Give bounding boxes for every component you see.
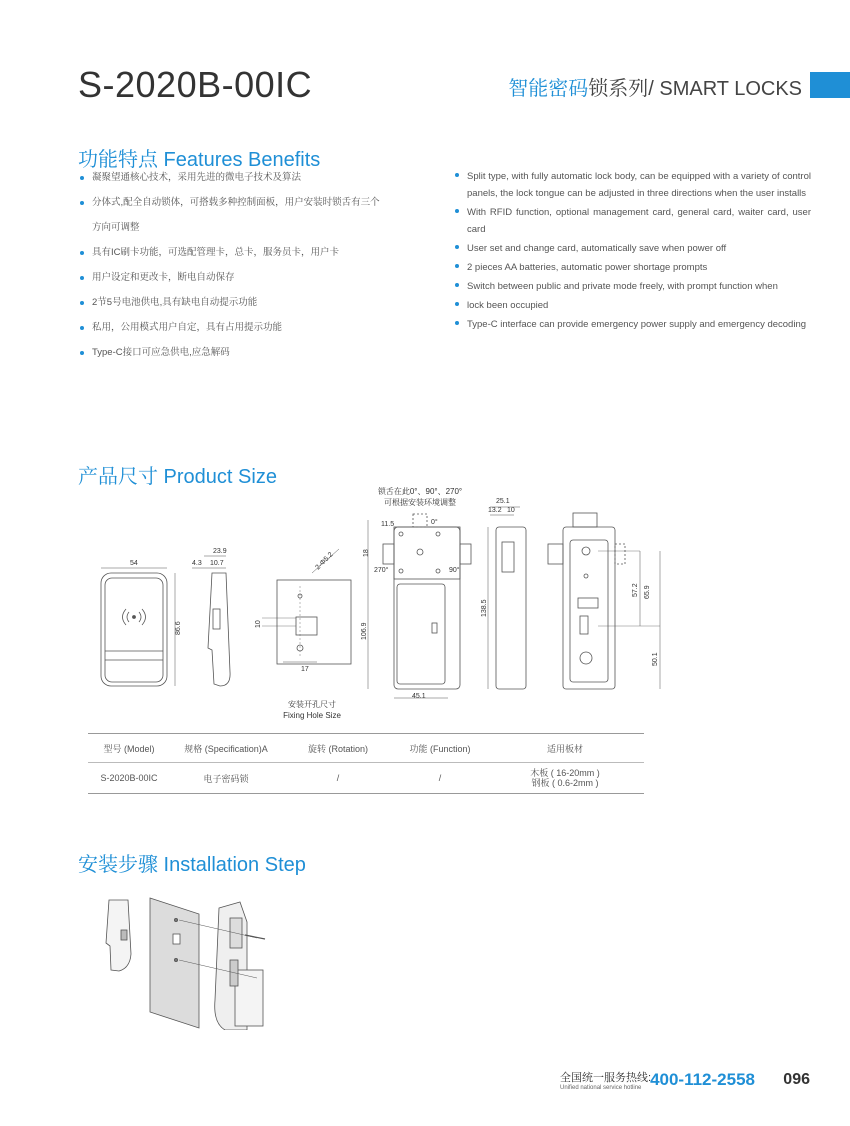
lock-side-drawing (490, 507, 526, 689)
dim-label: 106.9 (361, 622, 368, 640)
feature-cn-item: 凝聚望通核心技术，采用先进的微电子技术及算法 (78, 171, 418, 184)
feature-cn-item: 分体式,配全自动锁体，可搭载多种控制面板，用户安装时锁舌有三个 (78, 196, 418, 209)
spec-header-cell: 型号 (Model) (88, 734, 170, 763)
spec-cell-material (486, 763, 644, 794)
series-title (508, 72, 802, 101)
rotation-note-line: 可根据安装环境调整 (384, 498, 456, 507)
dim-label: 57.2 (632, 583, 639, 597)
dim-label: 86.6 (175, 621, 182, 635)
features-cn-list (78, 171, 418, 371)
dim-label: 10 (507, 507, 515, 514)
feature-cn-item: 2节5号电池供电,具有缺电自动提示功能 (78, 296, 418, 309)
material-line: 钢板 ( 0.6-2mm ) (531, 778, 599, 788)
feature-cn-item: Type-C接口可应急供电,应急解码 (78, 346, 418, 359)
dim-label: 4.3 (192, 560, 202, 567)
fixing-hole-en: Fixing Hole Size (283, 711, 341, 720)
front-panel-drawing (101, 568, 175, 686)
product-drawings (0, 480, 850, 725)
dim-label: 54 (130, 560, 138, 567)
dim-label: 10.7 (210, 560, 224, 567)
feature-cn-item: 私用，公用模式用户自定，具有占用提示功能 (78, 321, 418, 334)
dim-label: 17 (301, 666, 309, 673)
fixing-hole-caption (262, 699, 362, 721)
feature-en-item: Type-C interface can provide emergency power supply and emergency decoding (453, 316, 811, 333)
spec-cell-rotation: / (282, 763, 394, 794)
model-title: S-2020B-00IC (78, 64, 313, 105)
feature-en-item: User set and change card, automatically save when power off (453, 240, 811, 257)
spec-header-cell: 适用板材 (486, 734, 644, 763)
dim-label: 0° (431, 519, 438, 526)
dim-label: 138.5 (481, 599, 488, 617)
lock-body-drawing (368, 514, 488, 698)
feature-cn-item: 具有IC刷卡功能，可选配管理卡，总卡，服务员卡，用户卡 (78, 246, 418, 259)
page-number: 096 (783, 1071, 810, 1088)
dim-label: 65.9 (644, 585, 651, 599)
feature-cn-item: 用户设定和更改卡，断电自动保存 (78, 271, 418, 284)
spec-header-cell: 规格 (Specification)A (170, 734, 282, 763)
feature-en-item: Split type, with fully automatic lock body, can be equipped with a variety of control panels, the lock tongue can be adjusted in three directions when the user installs (453, 168, 811, 202)
dim-label: 23.9 (213, 548, 227, 555)
rotation-note-line: 锁舌在此0°、90°、270° (377, 487, 463, 496)
dim-label: 11.5 (381, 521, 395, 528)
series-accent-bar (810, 72, 850, 98)
spec-cell-model: S-2020B-00IC (88, 763, 170, 794)
series-highlight: 智能密码 (508, 78, 589, 100)
hotline-cn: 全国统一服务热线: (560, 1072, 652, 1084)
table-row (88, 763, 644, 794)
hotline-number[interactable]: 400-112-2558 (650, 1070, 755, 1089)
dim-label: 50.1 (652, 652, 659, 666)
installation-diagram (95, 880, 285, 1030)
feature-cn-item: 方向可调整 (92, 222, 140, 233)
spec-table (88, 733, 644, 794)
fixing-hole-drawing (262, 549, 351, 664)
spec-cell-function: / (394, 763, 486, 794)
dim-label: 270° (374, 567, 389, 574)
hotline-label (560, 1072, 651, 1092)
dim-label: 45.1 (412, 693, 426, 700)
rfid-symbol-icon (123, 609, 146, 625)
dim-label: 10 (255, 620, 262, 628)
hotline-en: Unified national service hotline (560, 1085, 642, 1091)
feature-en-item: 2 pieces AA batteries, automatic power shortage prompts (453, 259, 811, 276)
spec-cell-spec: 电子密码锁 (170, 763, 282, 794)
features-title: 功能特点 Features Benefits (78, 149, 321, 171)
dim-label: 25.1 (496, 498, 510, 505)
installation-title: 安装步骤 Installation Step (78, 854, 306, 876)
side-profile-drawing (192, 556, 230, 686)
spec-header-cell: 功能 (Function) (394, 734, 486, 763)
dim-label: 13.2 (488, 507, 502, 514)
spec-header-cell: 旋转 (Rotation) (282, 734, 394, 763)
dim-label: 18 (363, 549, 370, 557)
product-size-title: 产品尺寸 Product Size (78, 466, 277, 488)
feature-en-item: Switch between public and private mode freely, with prompt function when (453, 278, 811, 295)
features-en-list (453, 168, 811, 335)
feature-en-item: With RFID function, optional management card, general card, waiter card, user card (453, 204, 811, 238)
material-line: 木板 ( 16-20mm ) (530, 768, 600, 778)
fixing-hole-cn: 安装开孔尺寸 (288, 700, 336, 709)
series-rest: 锁系列/ SMART LOCKS (588, 78, 802, 100)
spec-table-header (88, 734, 644, 763)
dim-label: 90° (449, 567, 460, 574)
feature-en-item: lock been occupied (453, 297, 811, 314)
mounted-lock-drawing (548, 513, 660, 689)
dim-label: 2-Φ5.2 (314, 551, 335, 572)
